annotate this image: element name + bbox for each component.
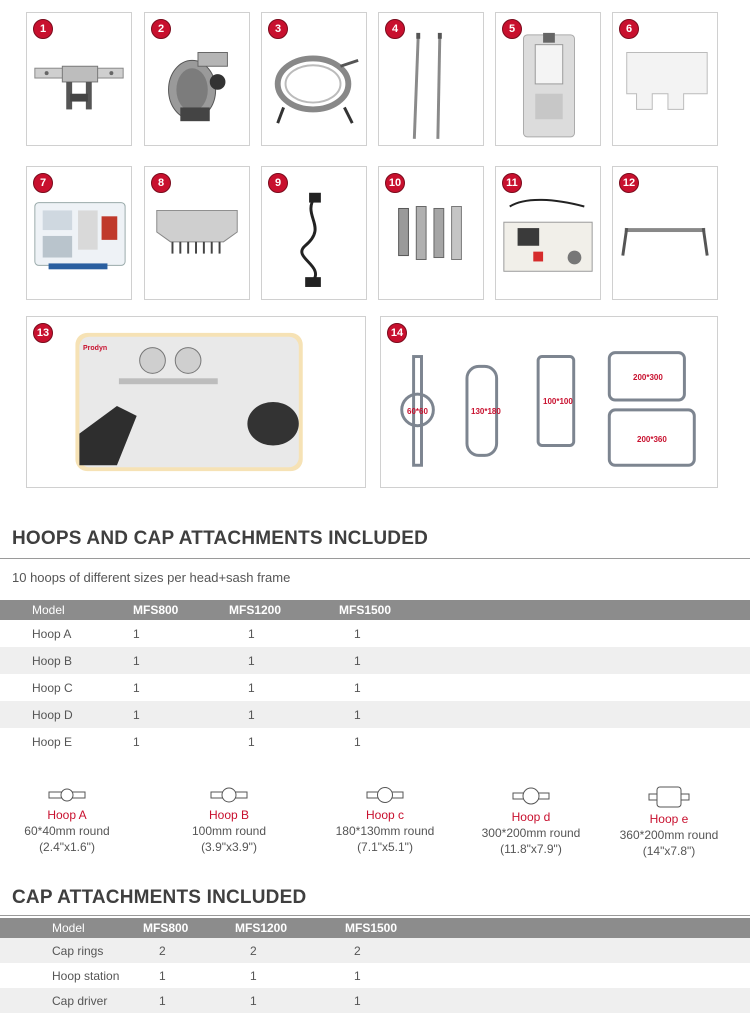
table-header-row	[0, 600, 750, 620]
cell-value: 2	[159, 943, 166, 958]
hoop-item	[2, 785, 132, 855]
hoop-name: Hoop c	[365, 808, 405, 822]
cell-model: Cap driver	[52, 993, 108, 1008]
number-badge: 11	[502, 173, 522, 193]
hoop-station-icon	[496, 167, 600, 299]
hoop-sizes-row	[0, 785, 750, 865]
hoop-inch: (2.4"x1.6")	[39, 840, 95, 854]
cell-model: Cap rings	[52, 943, 104, 958]
usb-box-icon	[496, 13, 600, 145]
cell-model: Hoop B	[32, 653, 73, 668]
hoops-table	[0, 600, 750, 755]
section-subtitle: 10 hoops of different sizes per head+sash frame	[12, 570, 291, 585]
col-header-mfs1200: MFS1200	[229, 603, 282, 617]
sash-frame-icon	[613, 167, 717, 299]
number-badge: 3	[268, 19, 288, 39]
section-title-cap: CAP ATTACHMENTS INCLUDED	[12, 887, 307, 908]
hoop-inch: (7.1"x5.1")	[357, 840, 413, 854]
cell-value: 1	[250, 993, 257, 1008]
hoop-size: 100mm round	[191, 824, 267, 838]
power-cord-icon	[262, 167, 366, 299]
accessory-tile-6	[612, 12, 718, 146]
table-row	[0, 988, 750, 1013]
cell-value: 1	[354, 993, 361, 1008]
toolbox-icon	[27, 167, 131, 299]
number-badge: 10	[385, 173, 405, 193]
hoop-c-icon	[365, 785, 405, 805]
cell-value: 1	[248, 626, 255, 641]
cell-value: 1	[354, 707, 361, 722]
rods-icon	[379, 13, 483, 145]
number-badge: 12	[619, 173, 639, 193]
section-divider	[0, 915, 750, 916]
number-badge: 14	[387, 323, 407, 343]
section-title-hoops: HOOPS AND CAP ATTACHMENTS INCLUDED	[12, 528, 429, 549]
table-row	[0, 938, 750, 963]
accessory-tile-5	[495, 12, 601, 146]
cell-value: 1	[248, 707, 255, 722]
number-badge: 8	[151, 173, 171, 193]
accessory-tile-3	[261, 12, 367, 146]
col-header-model: Model	[52, 921, 85, 935]
cell-value: 1	[159, 968, 166, 983]
col-header-model: Model	[32, 603, 65, 617]
hoop-inch: (14"x7.8")	[642, 844, 696, 858]
hoop-label-a: 60*60	[407, 407, 428, 416]
package-icon	[27, 317, 365, 487]
accessory-tile-2	[144, 12, 250, 146]
number-badge: 7	[33, 173, 53, 193]
accessory-tile-14	[380, 316, 718, 488]
number-badge: 9	[268, 173, 288, 193]
accessory-tile-12	[612, 166, 718, 300]
section-divider	[0, 558, 750, 559]
hoop-item	[320, 785, 450, 855]
needle-plate-icon	[145, 167, 249, 299]
accessory-tile-7	[26, 166, 132, 300]
col-header-mfs1200: MFS1200	[235, 921, 288, 935]
table-row	[0, 647, 750, 674]
cell-model: Hoop D	[32, 707, 73, 722]
cell-value: 1	[133, 626, 140, 641]
number-badge: 6	[619, 19, 639, 39]
cap-ring-icon	[262, 13, 366, 145]
hoop-label-e: 200*360	[637, 435, 667, 444]
accessory-tile-13	[26, 316, 366, 488]
accessory-tile-8	[144, 166, 250, 300]
number-badge: 5	[502, 19, 522, 39]
cell-model: Hoop station	[52, 968, 120, 983]
accessory-tile-1	[26, 12, 132, 146]
table-row	[0, 620, 750, 647]
cell-value: 1	[354, 653, 361, 668]
cell-value: 1	[354, 680, 361, 695]
cell-value: 1	[159, 993, 166, 1008]
hoop-b-icon	[209, 785, 249, 805]
hoop-label-b: 130*180	[471, 407, 501, 416]
cell-value: 2	[250, 943, 257, 958]
hoop-name: Hoop B	[208, 808, 250, 822]
table-row	[0, 674, 750, 701]
hoop-inch: (3.9"x3.9")	[201, 840, 257, 854]
cell-value: 1	[133, 680, 140, 695]
table-header-row	[0, 918, 750, 938]
hoop-inch: (11.8"x7.9")	[500, 842, 562, 856]
hoop-size: 300*200mm round	[481, 826, 581, 840]
hoop-name: Hoop e	[649, 812, 689, 826]
cell-value: 1	[248, 734, 255, 749]
cell-value: 1	[250, 968, 257, 983]
cell-value: 2	[354, 943, 361, 958]
cell-model: Hoop C	[32, 680, 73, 695]
number-badge: 13	[33, 323, 53, 343]
clips-icon	[379, 167, 483, 299]
hoop-size: 60*40mm round	[24, 824, 110, 838]
col-header-mfs800: MFS800	[133, 603, 179, 617]
hoop-d-icon	[511, 785, 551, 807]
cell-value: 1	[354, 968, 361, 983]
cell-value: 1	[248, 680, 255, 695]
number-badge: 4	[385, 19, 405, 39]
plate-icon	[613, 13, 717, 145]
hoop-name: Hoop A	[47, 808, 87, 822]
hoop-e-icon	[647, 785, 691, 809]
hoop-name: Hoop d	[511, 810, 551, 824]
cap-table	[0, 918, 750, 1013]
hoop-size: 180*130mm round	[335, 824, 435, 838]
accessory-tile-11	[495, 166, 601, 300]
cell-value: 1	[354, 734, 361, 749]
package-brand-label: Prodyn	[83, 345, 108, 352]
hoop-item	[466, 785, 596, 857]
cap-driver-icon	[145, 13, 249, 145]
number-badge: 2	[151, 19, 171, 39]
accessory-tile-10	[378, 166, 484, 300]
col-header-mfs1500: MFS1500	[345, 921, 398, 935]
col-header-mfs1500: MFS1500	[339, 603, 392, 617]
hoop-item	[164, 785, 294, 855]
accessory-tile-4	[378, 12, 484, 146]
cell-value: 1	[133, 653, 140, 668]
hoop-item	[604, 785, 734, 859]
frame-bracket-icon	[27, 13, 131, 145]
hoop-a-icon	[47, 785, 87, 805]
accessory-tile-9	[261, 166, 367, 300]
table-row	[0, 728, 750, 755]
cell-value: 1	[133, 707, 140, 722]
hoop-size: 360*200mm round	[619, 828, 719, 842]
table-row	[0, 963, 750, 988]
cell-model: Hoop A	[32, 626, 72, 641]
hoop-label-d: 200*300	[633, 373, 663, 382]
cell-value: 1	[248, 653, 255, 668]
cell-value: 1	[133, 734, 140, 749]
col-header-mfs800: MFS800	[143, 921, 189, 935]
table-row	[0, 701, 750, 728]
hoop-label-c: 100*100	[543, 397, 573, 406]
cell-model: Hoop E	[32, 734, 73, 749]
number-badge: 1	[33, 19, 53, 39]
cell-value: 1	[354, 626, 361, 641]
